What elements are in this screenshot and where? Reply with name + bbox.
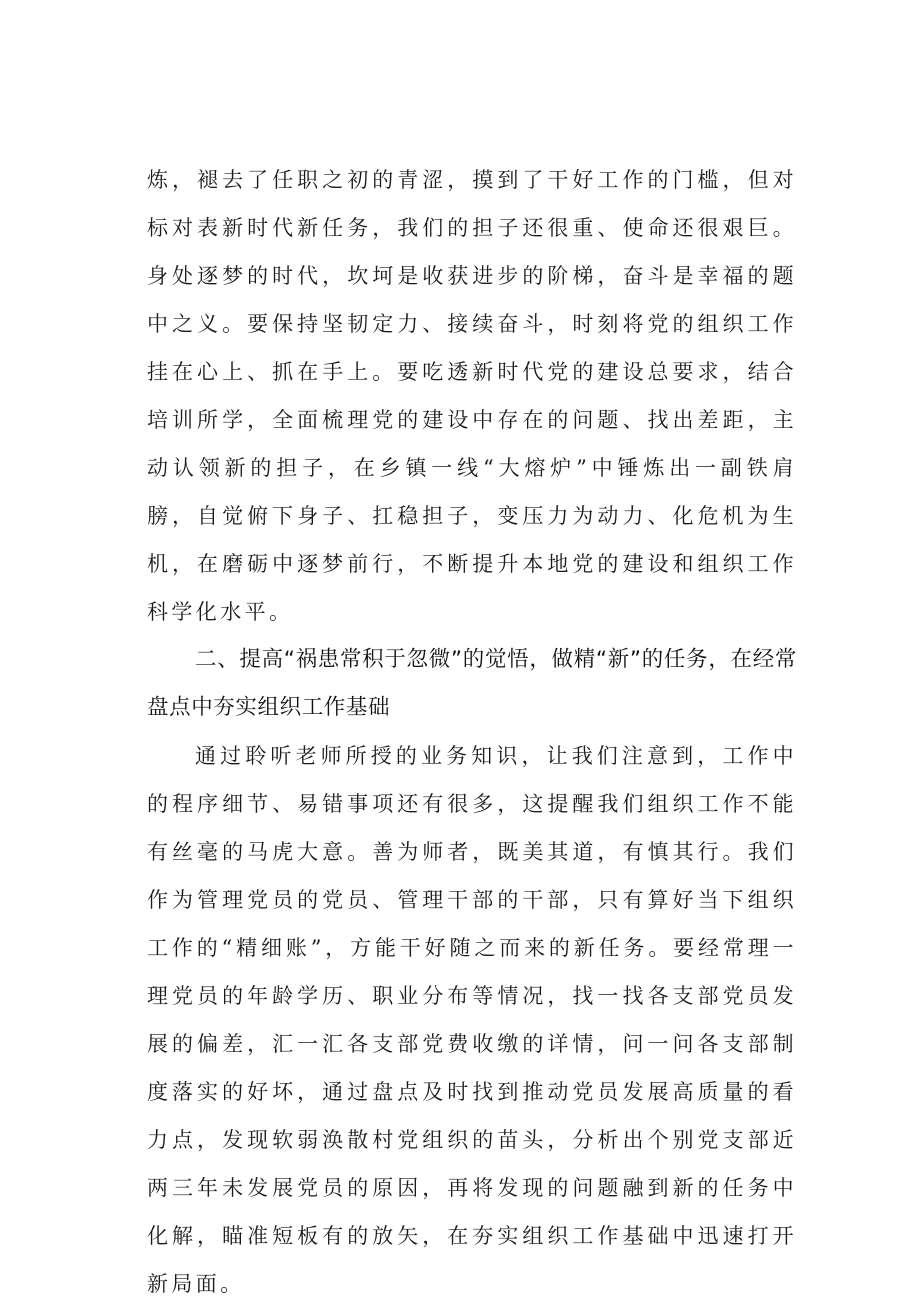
- document-body: [147, 156, 797, 1308]
- section-heading: 二、提高“祸患常积于忽微”的觉悟，做精“新”的任务，在经常盘点中夯实组织工作基础: [147, 647, 797, 720]
- body-paragraph-continuation: 炼，褪去了任职之初的青涩，摸到了干好工作的门槛，但对标对表新时代新任务，我们的担子还很重、使命还很艰巨。身处逐梦的时代，坎坷是收获进步的阶梯，奋斗是幸福的题中之义。要保持坚韧定力、接续奋斗，时刻将党的组织工作挂在心上、抓在手上。要吃透新时代党的建设总要求，结合培训所学，全面梳理党的建设中存在的问题、找出差距，主动认领新的担子，在乡镇一线“大熔炉”中锤炼出一副铁肩膀，自觉俯下身子、扛稳担子，变压力为动力、化危机为生机，在磨砺中逐梦前行，不断提升本地党的建设和组织工作科学化水平。: [147, 168, 797, 624]
- body-paragraph: 通过聆听老师所授的业务知识，让我们注意到，工作中的程序细节、易错事项还有很多，这提醒我们组织工作不能有丝毫的马虎大意。善为师者，既美其道，有慎其行。我们作为管理党员的党员、管理干部的干部，只有算好当下组织工作的“精细账”，方能干好随之而来的新任务。要经常理一理党员的年龄学历、职业分布等情况，找一找各支部党员发展的偏差，汇一汇各支部党费收缴的详情，问一问各支部制度落实的好坏，通过盘点及时找到推动党员发展高质量的看力点，发现软弱涣散村党组织的苗头，分析出个别党支部近两三年未发展党员的原因，再将发现的问题融到新的任务中化解，瞄准短板有的放矢，在夯实组织工作基础中迅速打开新局面。: [147, 744, 797, 1296]
